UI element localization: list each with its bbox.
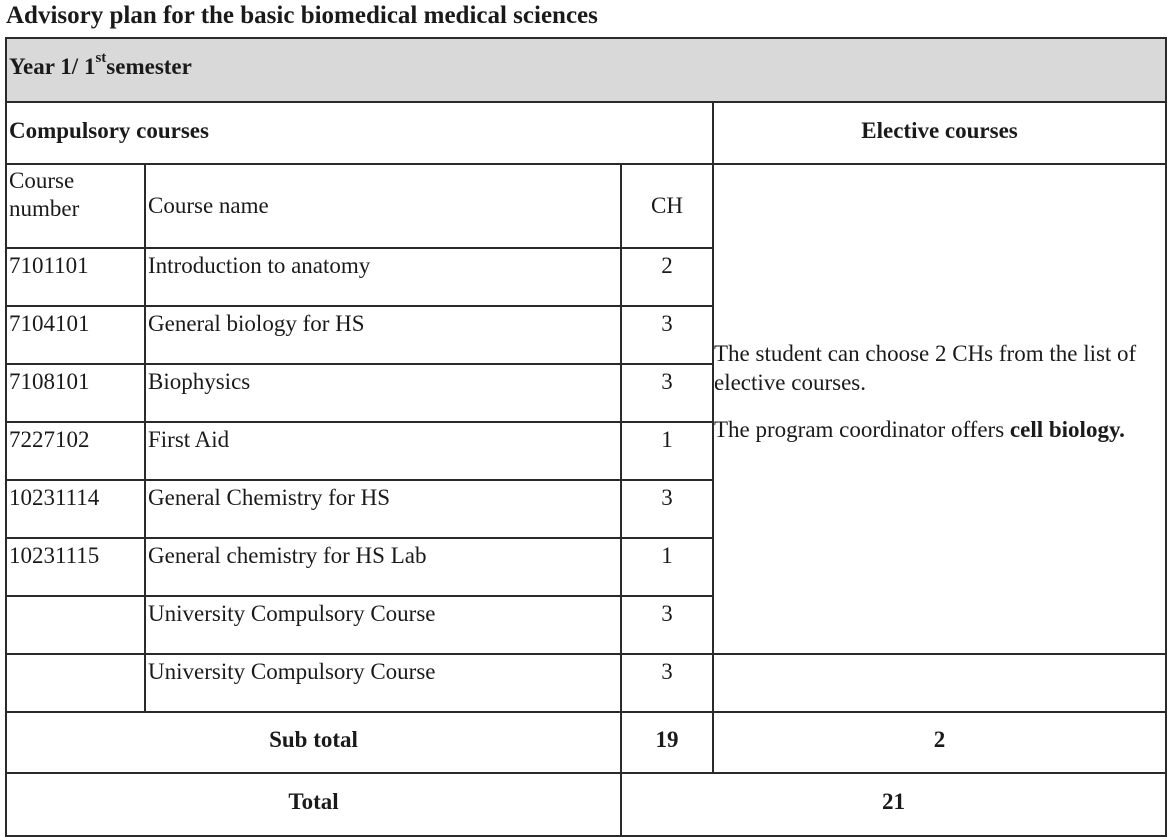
subtotal-elective-ch: 2 bbox=[713, 712, 1166, 773]
course-number: 7101101 bbox=[6, 248, 145, 306]
column-header-row bbox=[6, 164, 1166, 248]
semester-suffix: semester bbox=[106, 54, 192, 79]
section-heading-row bbox=[6, 102, 1166, 164]
course-number: 10231114 bbox=[6, 480, 145, 538]
total-row bbox=[6, 773, 1166, 836]
course-name: General biology for HS bbox=[145, 306, 621, 364]
page-title: Advisory plan for the basic biomedical medical sciences bbox=[6, 2, 598, 29]
course-number-header: Course number bbox=[6, 164, 145, 248]
course-ch: 1 bbox=[621, 538, 713, 596]
total-label: Total bbox=[6, 773, 621, 836]
elective-note-line2-text: The program coordinator offers bbox=[714, 416, 1010, 442]
course-ch: 3 bbox=[621, 480, 713, 538]
ch-header: CH bbox=[621, 164, 713, 248]
semester-prefix: Year 1/ 1 bbox=[9, 54, 96, 79]
course-number bbox=[6, 596, 145, 654]
course-ch: 1 bbox=[621, 422, 713, 480]
advisory-plan-table bbox=[5, 37, 1167, 837]
course-ch: 3 bbox=[621, 596, 713, 654]
elective-note-line1: The student can choose 2 CHs from the list of elective courses. bbox=[714, 340, 1137, 395]
table-row bbox=[6, 654, 1166, 712]
course-name: First Aid bbox=[145, 422, 621, 480]
course-number: 7227102 bbox=[6, 422, 145, 480]
course-name: Biophysics bbox=[145, 364, 621, 422]
elective-note-line2 bbox=[714, 415, 1165, 444]
course-number: 10231115 bbox=[6, 538, 145, 596]
elective-courses-heading: Elective courses bbox=[713, 102, 1166, 164]
elective-empty-cell bbox=[713, 654, 1166, 712]
course-ch: 2 bbox=[621, 248, 713, 306]
course-ch: 3 bbox=[621, 654, 713, 712]
course-number bbox=[6, 654, 145, 712]
course-number: 7104101 bbox=[6, 306, 145, 364]
course-name: University Compulsory Course bbox=[145, 596, 621, 654]
subtotal-label: Sub total bbox=[6, 712, 621, 773]
compulsory-courses-heading: Compulsory courses bbox=[6, 102, 713, 164]
subtotal-compulsory-ch: 19 bbox=[621, 712, 713, 773]
course-number: 7108101 bbox=[6, 364, 145, 422]
course-name: Introduction to anatomy bbox=[145, 248, 621, 306]
semester-superscript: st bbox=[95, 50, 107, 67]
elective-note-course: cell biology. bbox=[1009, 416, 1125, 442]
course-name: University Compulsory Course bbox=[145, 654, 621, 712]
course-name: General Chemistry for HS bbox=[145, 480, 621, 538]
elective-note-cell bbox=[713, 164, 1166, 654]
course-ch: 3 bbox=[621, 306, 713, 364]
total-value: 21 bbox=[621, 773, 1166, 836]
course-name-header: Course name bbox=[145, 164, 621, 248]
semester-row bbox=[6, 38, 1166, 102]
semester-heading bbox=[6, 38, 1166, 102]
course-ch: 3 bbox=[621, 364, 713, 422]
course-name: General chemistry for HS Lab bbox=[145, 538, 621, 596]
subtotal-row bbox=[6, 712, 1166, 773]
